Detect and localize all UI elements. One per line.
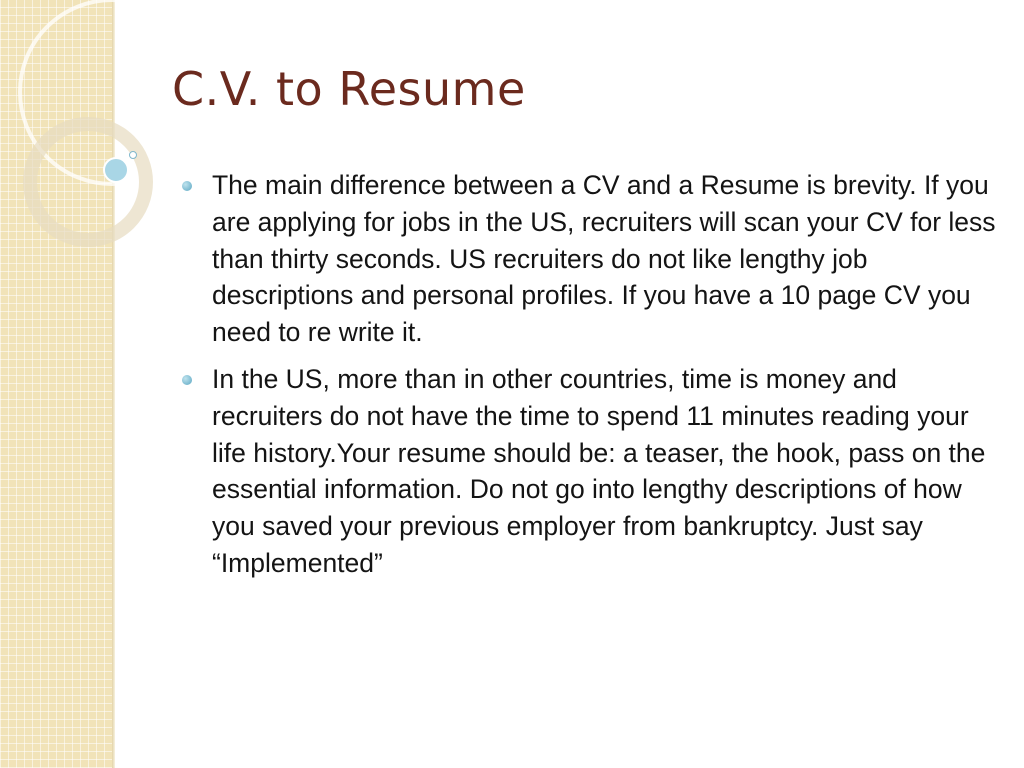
- bullet-list: [212, 167, 1002, 592]
- bullet-item: [212, 361, 1002, 582]
- bullet-text: The main difference between a CV and a Resume is brevity. If you are applying for jobs in the US, recruiters will scan your CV for less than thirty seconds. US recruiters do not like lengthy job descriptions and personal profiles. If you have a 10 page CV you need to re write it.: [212, 170, 996, 348]
- decorative-circles: [0, 0, 160, 260]
- bullet-icon: [182, 375, 192, 385]
- slide-title: C.V. to Resume: [172, 62, 526, 116]
- bullet-item: [212, 167, 1002, 351]
- bullet-icon: [182, 181, 192, 191]
- small-dot: [130, 152, 137, 159]
- bullet-text: In the US, more than in other countries, time is money and recruiters do not have the time to spend 11 minutes reading your life history.Your resume should be: a teaser, the hook, pass on the essential information. Do not go into lengthy descriptions of how you saved your previous employer from bankruptcy. Just say “Implemented”: [212, 363, 986, 578]
- blue-dot: [104, 158, 128, 182]
